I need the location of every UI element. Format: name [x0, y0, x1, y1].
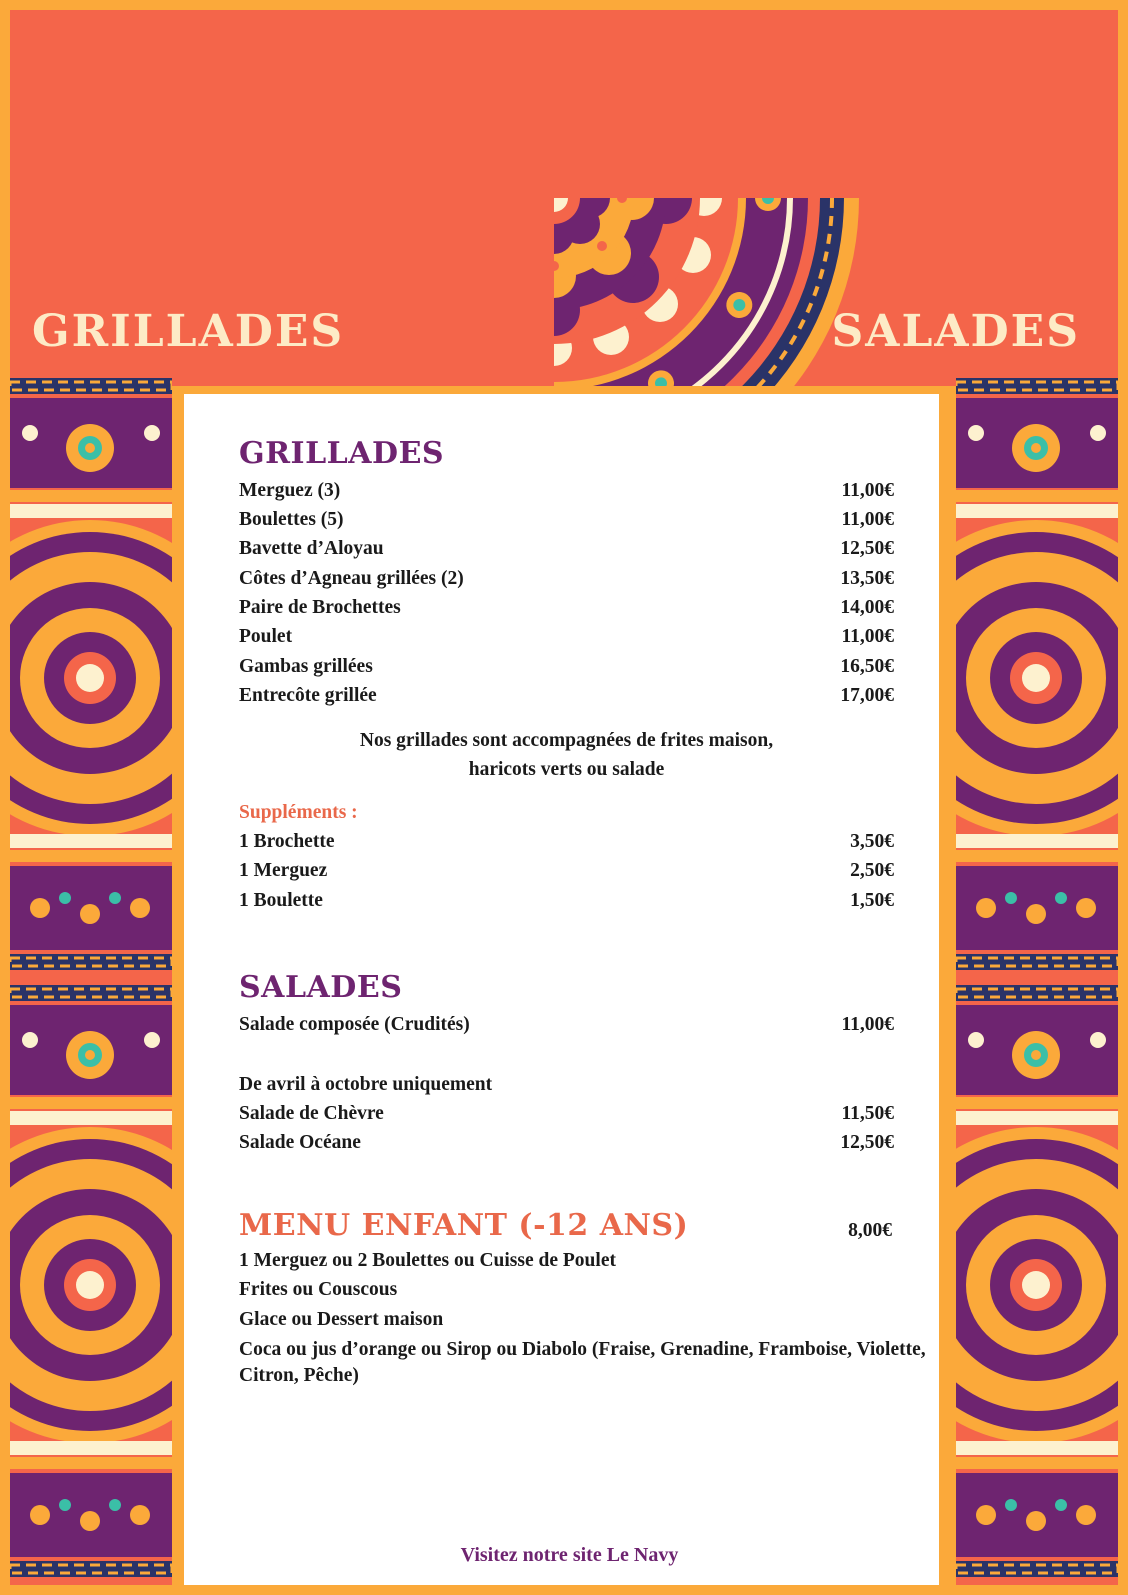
- item-price: 11,00€: [841, 480, 894, 501]
- section-title-salades: SALADES: [239, 970, 403, 1005]
- menu-item: [239, 1132, 894, 1162]
- item-name: 1 Merguez: [239, 860, 328, 881]
- menu-item: [239, 685, 894, 715]
- menu-item: [239, 568, 894, 598]
- supplement-item: [239, 831, 894, 861]
- menu-item: [239, 1014, 894, 1044]
- section-title-grillades: GRILLADES: [239, 436, 445, 471]
- supplement-item: [239, 890, 894, 920]
- header-title-grillades: GRILLADES: [32, 306, 345, 357]
- item-name: Salade de Chèvre: [239, 1103, 384, 1124]
- grillades-note-line1: Nos grillades sont accompagnées de frites maison,: [359, 730, 774, 751]
- item-price: 3,50€: [850, 831, 894, 852]
- item-price: 12,50€: [840, 538, 894, 559]
- section-title-menu-enfant: MENU ENFANT (-12 ANS): [239, 1208, 689, 1243]
- grillades-note: [239, 726, 894, 784]
- item-name: Salade composée (Crudités): [239, 1014, 470, 1035]
- menu-enfant-line: Glace ou Dessert maison: [239, 1309, 444, 1330]
- menu-item: [239, 509, 894, 539]
- menu-item: [239, 597, 894, 627]
- right-ornament-panel: [956, 378, 1118, 1595]
- item-price: 2,50€: [850, 860, 894, 881]
- item-price: 1,50€: [850, 890, 894, 911]
- menu-content-panel: [176, 386, 947, 1595]
- menu-enfant-line: 1 Merguez ou 2 Boulettes ou Cuisse de Poulet: [239, 1250, 616, 1271]
- menu-enfant-line: Frites ou Couscous: [239, 1279, 398, 1300]
- item-price: 12,50€: [840, 1132, 894, 1153]
- item-price: 11,00€: [841, 1014, 894, 1035]
- seasonal-note: De avril à octobre uniquement: [239, 1074, 493, 1095]
- item-name: Merguez (3): [239, 480, 341, 501]
- header-band: [10, 10, 1118, 386]
- item-name: Gambas grillées: [239, 656, 373, 677]
- menu-enfant-price: 8,00€: [848, 1220, 892, 1241]
- left-ornament-panel: [10, 378, 172, 1595]
- supplement-item: [239, 860, 894, 890]
- item-name: Salade Océane: [239, 1132, 361, 1153]
- header-title-salades: SALADES: [831, 306, 1080, 357]
- item-price: 11,00€: [841, 509, 894, 530]
- item-name: Bavette d’Aloyau: [239, 538, 384, 559]
- item-price: 16,50€: [840, 656, 894, 677]
- menu-item: [239, 1103, 894, 1133]
- item-price: 17,00€: [840, 685, 894, 706]
- item-price: 13,50€: [840, 568, 894, 589]
- item-price: 11,00€: [841, 626, 894, 647]
- menu-enfant-drinks: Coca ou jus d’orange ou Sirop ou Diabolo (Fraise, Grenadine, Framboise, Violette, Citron, Pêche): [239, 1339, 926, 1386]
- item-name: Boulettes (5): [239, 509, 344, 530]
- item-price: 11,50€: [841, 1103, 894, 1124]
- menu-item: [239, 626, 894, 656]
- item-name: Poulet: [239, 626, 293, 647]
- item-name: 1 Brochette: [239, 831, 335, 852]
- item-name: Paire de Brochettes: [239, 597, 401, 618]
- grillades-note-line2: haricots verts ou salade: [468, 759, 665, 780]
- website-link[interactable]: Visitez notre site Le Navy: [460, 1544, 679, 1566]
- item-price: 14,00€: [840, 597, 894, 618]
- menu-item: [239, 538, 894, 568]
- item-name: 1 Boulette: [239, 890, 323, 911]
- supplements-label: Suppléments :: [239, 802, 358, 823]
- menu-item: [239, 480, 894, 510]
- menu-item: [239, 656, 894, 686]
- item-name: Entrecôte grillée: [239, 685, 377, 706]
- item-name: Côtes d’Agneau grillées (2): [239, 568, 464, 589]
